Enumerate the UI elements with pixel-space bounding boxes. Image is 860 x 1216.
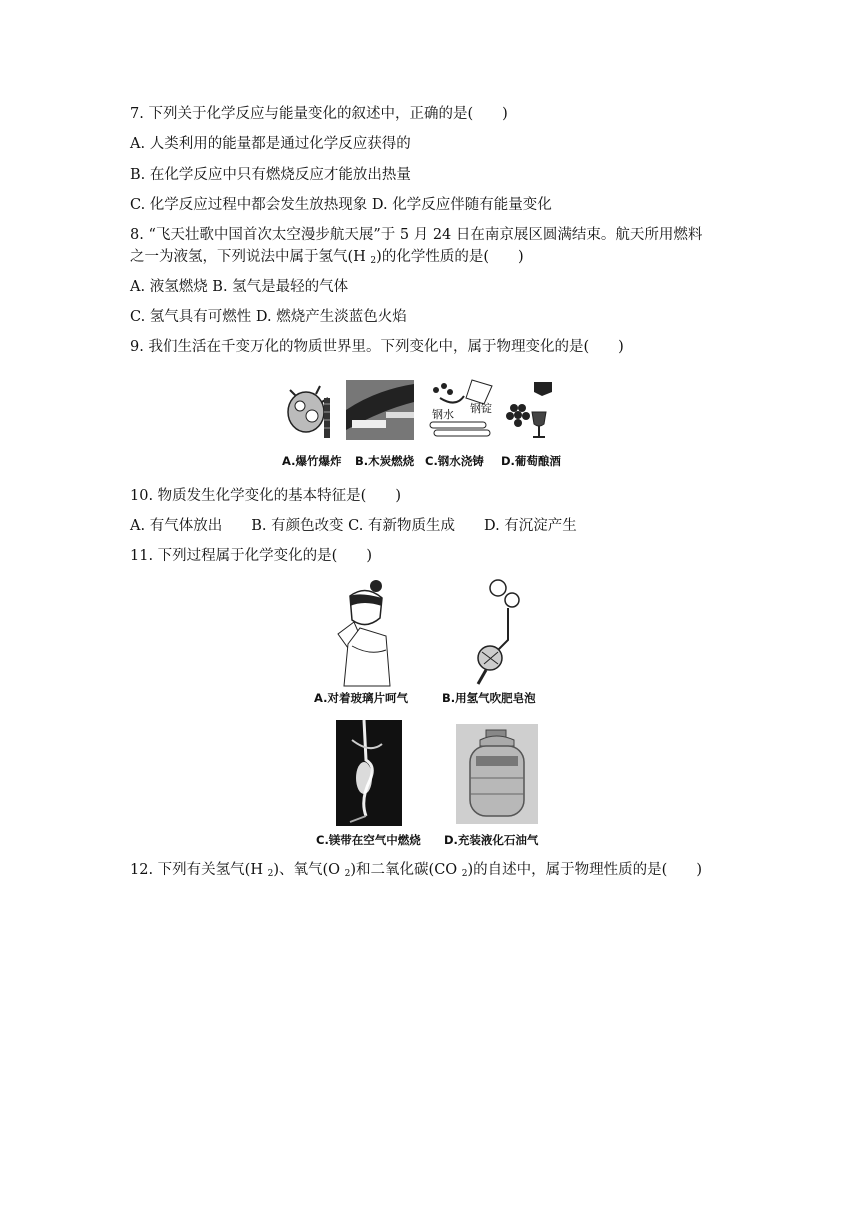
q11-caption-b: B.用氢气吹肥皂泡 [442,691,536,705]
q9-caption-a: A.爆竹爆炸 [282,454,342,468]
q9-figure [280,378,570,448]
q8-option-ab: A. 液氢燃烧 B. 氢气是最轻的气体 [130,279,349,295]
grape-wine-image [502,382,568,442]
charcoal-image [346,380,414,440]
q8-stem-line2: 之一为液氢，下列说法中属于氢气(H $_2$)的化学性质的是( ) [130,249,524,266]
q9-caption-d: D.葡萄酿酒 [501,454,561,468]
q7-stem: 7. 下列关于化学反应与能量变化的叙述中，正确的是( ) [130,106,508,122]
q11-caption-d: D.充装液化石油气 [444,833,539,847]
q9-caption-b: B.木炭燃烧 [355,454,415,468]
soap-bubble-image [462,578,524,688]
q9-stem: 9. 我们生活在千变万化的物质世界里。下列变化中，属于物理变化的是( ) [130,339,624,355]
q7-option-b: B. 在化学反应中只有燃烧反应才能放出热量 [130,167,411,183]
q9-caption-c: C.钢水浇铸 [425,454,484,468]
q12-stem: 12. 下列有关氢气(H $_2$)、氧气(O $_2$)和二氧化碳(CO $_2$)的自述中，属于物理性质的是( ) [130,862,702,879]
q7-option-cd: C. 化学反应过程中都会发生放热现象 D. 化学反应伴随有能量变化 [130,197,552,213]
lpg-tank-image [456,724,538,824]
q7-option-a: A. 人类利用的能量都是通过化学反应获得的 [130,136,411,152]
q8-option-cd: C. 氢气具有可燃性 D. 燃烧产生淡蓝色火焰 [130,309,407,325]
q10-stem: 10. 物质发生化学变化的基本特征是( ) [130,488,401,504]
firecracker-image [280,378,340,440]
girl-breathing-image [330,578,400,688]
q11-caption-c: C.镁带在空气中燃烧 [316,833,421,847]
steel-casting-image [420,378,502,440]
q11-caption-a: A.对着玻璃片呵气 [314,691,408,705]
steel-water-label: 钢水 [432,408,454,421]
q11-stem: 11. 下列过程属于化学变化的是( ) [130,548,372,564]
q10-options: A. 有气体放出 B. 有颜色改变 C. 有新物质生成 D. 有沉淀产生 [130,518,577,534]
magnesium-burning-image [336,720,402,826]
q8-stem-line1: 8. “飞天壮歌中国首次太空漫步航天展”于 5 月 24 日在南京展区圆满结束。航天所用燃料 [130,227,703,243]
steel-ingot-label: 钢锭 [470,402,492,415]
